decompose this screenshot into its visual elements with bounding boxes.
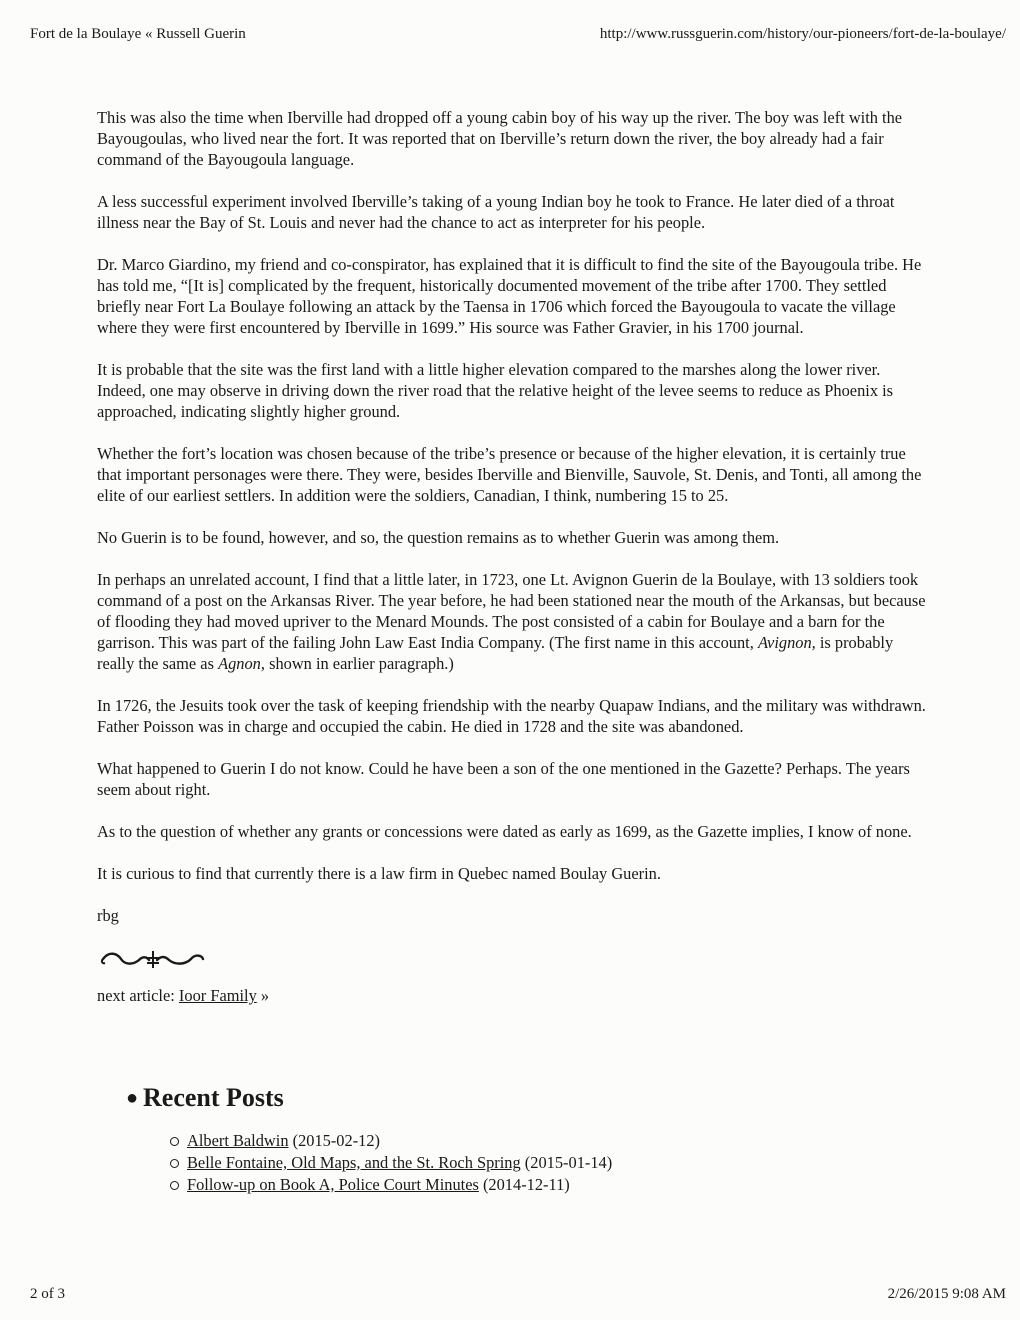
print-timestamp: 2/26/2015 9:08 AM — [887, 1286, 1006, 1302]
paragraph-text: In perhaps an unrelated account, I find that a little later, in 1723, one Lt. Avignon Guerin de la Boulaye, with 13 soldiers took command of a post on the Arkansas River. The year before, he had been stationed near the mouth of the Arkansas, but because of flooding they had moved upriver to the Menard Mounds. The post consisted of a cabin for Boulaye and a barn for the garrison. This was part of the failing John Law East India Company. (The first name in this account, — [97, 570, 926, 652]
article-paragraph: It is curious to find that currently there is a law firm in Quebec named Boulay Guerin. — [97, 864, 661, 883]
bullet-icon: ● — [126, 1087, 139, 1109]
recent-post-date: (2015-02-12) — [288, 1131, 381, 1150]
list-item — [170, 1130, 926, 1152]
print-url: http://www.russguerin.com/history/our-pioneers/fort-de-la-boulaye/ — [599, 26, 1006, 42]
paragraph-text: shown in earlier paragraph.) — [264, 654, 454, 673]
print-footer — [30, 1286, 1006, 1306]
article-paragraph: What happened to Guerin I do not know. Could he have been a son of the one mentioned in the Gazette? Perhaps. The years seem about right. — [97, 759, 910, 799]
recent-post-link[interactable]: Follow-up on Book A, Police Court Minutes — [187, 1175, 479, 1194]
author-signature: rbg — [97, 906, 119, 925]
print-header — [30, 26, 1006, 46]
circle-bullet-icon — [170, 1159, 179, 1168]
list-item — [170, 1152, 926, 1174]
italic-name: Agnon, — [218, 654, 265, 673]
paragraph-text: is probably really the same as — [97, 633, 894, 673]
circle-bullet-icon — [170, 1137, 179, 1146]
next-article-link[interactable]: Ioor Family — [178, 986, 257, 1005]
article-paragraph: Whether the fort’s location was chosen because of the tribe’s presence or because of the higher elevation, it is certainly true that important personages were there. They were, besides Iberville and Bienville, Sauvole, St. Denis, and Tonti, all among the elite of our earliest settlers. In addition were the soldiers, Canadian, I think, numbering 15 to 25. — [97, 444, 922, 505]
article-paragraph: As to the question of whether any grants or concessions were dated as early as 1699, as the Gazette implies, I know of none. — [97, 822, 912, 841]
recent-post-link[interactable]: Belle Fontaine, Old Maps, and the St. Roch Spring — [187, 1153, 521, 1172]
circle-bullet-icon — [170, 1181, 179, 1190]
article-paragraph — [97, 569, 932, 674]
article-paragraph: In 1726, the Jesuits took over the task of keeping friendship with the nearby Quapaw Indians, and the military was withdrawn. Father Poisson was in charge and occupied the cabin. He died in 1728 and the site was abandoned. — [97, 696, 926, 736]
article-paragraph: A less successful experiment involved Iberville’s taking of a young Indian boy he took to France. He later died of a throat illness near the Bay of St. Louis and never had the chance to act as interpreter for his people. — [97, 192, 895, 232]
recent-posts-widget — [126, 1080, 926, 1196]
recent-posts-heading — [126, 1080, 926, 1116]
article-paragraph: This was also the time when Iberville had dropped off a young cabin boy of his way up the river. The boy was left with the Bayougoulas, who lived near the fort. It was reported that on Iberville’s return down the river, the boy already had a fair command of the Bayougoula language. — [97, 108, 903, 169]
next-article-arrow: » — [256, 986, 270, 1005]
article-paragraph: Dr. Marco Giardino, my friend and co-conspirator, has explained that it is difficult to find the site of the Bayougoula tribe. He has told me, “[It is] complicated by the frequent, historically documented movement of the tribe after 1700. They settled briefly near Fort La Boulaye following an attack by the Taensa in 1706 which forced the Bayougoula to vacate the village where they were first encountered by Iberville in 1699.” His source was Father Gravier, in his 1700 journal. — [97, 255, 922, 337]
article-body — [97, 107, 932, 1027]
recent-post-link[interactable]: Albert Baldwin — [187, 1131, 289, 1150]
page-number: 2 of 3 — [30, 1286, 65, 1302]
next-article — [97, 985, 932, 1006]
flourish-divider-icon — [99, 947, 207, 971]
recent-posts-list — [170, 1130, 926, 1196]
print-page-title: Fort de la Boulaye « Russell Guerin — [30, 26, 246, 42]
recent-posts-title: Recent Posts — [143, 1083, 284, 1112]
recent-post-date: (2014-12-11) — [478, 1175, 570, 1194]
list-item — [170, 1174, 926, 1196]
recent-post-date: (2015-01-14) — [520, 1153, 613, 1172]
article-paragraph: It is probable that the site was the first land with a little higher elevation compared to the marshes along the lower river. Indeed, one may observe in driving down the river road that the relative height of the levee seems to reduce as Phoenix is approached, indicating slightly higher ground. — [97, 360, 894, 421]
next-article-prefix: next article: — [97, 986, 179, 1005]
article-paragraph: No Guerin is to be found, however, and so, the question remains as to whether Guerin was among them. — [97, 528, 780, 547]
italic-name: Avignon, — [757, 633, 816, 652]
